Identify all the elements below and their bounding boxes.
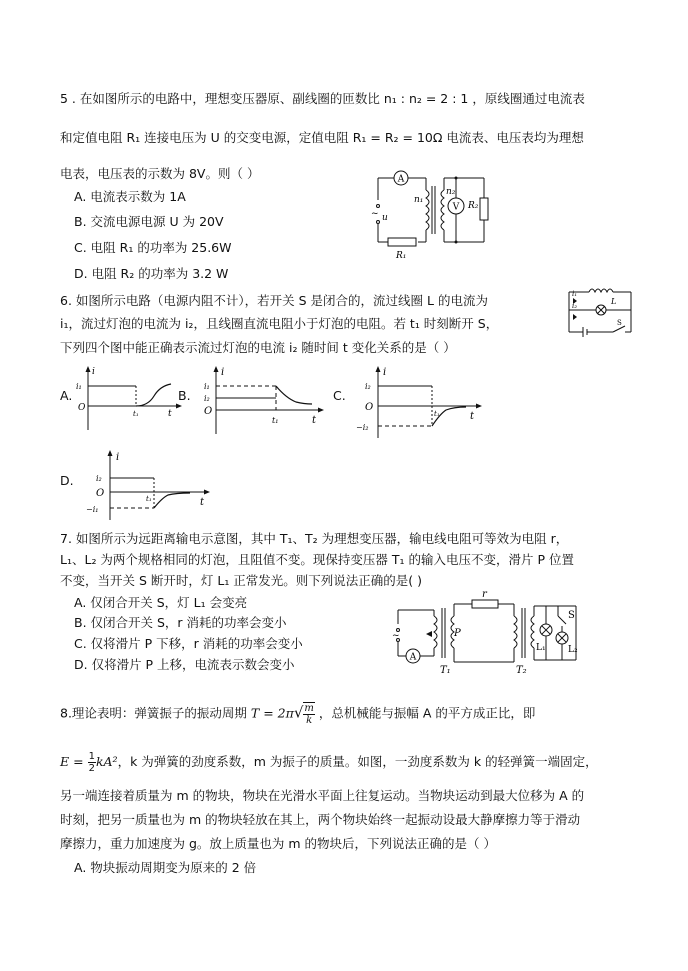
graph-a-t1-tick: t₁ — [133, 410, 139, 418]
energy-formula-lhs: E = — [60, 754, 84, 769]
q8-option-a: A. 物块振动周期变为原来的 2 倍 — [74, 860, 257, 875]
graph-c-i2-tick: i₂ — [365, 382, 371, 391]
period-numerator: m — [304, 703, 314, 714]
voltmeter-label: V — [452, 202, 460, 213]
q5-line-1: 5 . 在如图所示的电路中，理想变压器原、副线圈的匝数比 n₁ : n₂ = 2 : 1 ，原线圈通过电流表 — [60, 91, 585, 106]
graph-b-origin: O — [204, 406, 213, 417]
q8-definition-text: ，k 为弹簧的劲度系数，m 为振子的质量。如图，一劲度系数为 k 的轻弹簧一端固定， — [117, 754, 598, 769]
q8-line-3: 另一端连接着质量为 m 的物块，物块在光滑水平面上往复运动。当物块运动到最大位移为 A 的 — [60, 788, 585, 803]
ac-source-symbol: ~ — [371, 209, 379, 219]
graph-c — [354, 366, 484, 438]
q7-line-1: 7. 如图所示为远距离输电示意图，其中 T₁、T₂ 为理想变压器，输电线电阻可等效为电阻 r， — [60, 531, 569, 546]
t2-label: T₂ — [516, 665, 527, 676]
graph-d-y-axis: i — [116, 452, 120, 463]
r-label: r — [482, 589, 487, 600]
r1-label: R₁ — [396, 251, 407, 261]
graph-c-y-axis: i — [383, 367, 387, 378]
q7-switch-s-label: S — [568, 610, 575, 621]
n2-label: n₂ — [446, 187, 456, 197]
l2-label: L₂ — [568, 645, 578, 655]
r2-label: R₂ — [468, 201, 479, 211]
q6-coil-bulb-circuit-figure — [565, 284, 635, 340]
graph-d-i2-tick: i₂ — [96, 474, 102, 483]
q8-energy-intro-text: ，总机械能与振幅 A 的平方成正比，即 — [318, 705, 536, 721]
i1-label: i₁ — [572, 290, 578, 298]
graph-c-label: C. — [333, 388, 346, 403]
graph-d — [84, 450, 214, 520]
q7-ac-source-symbol: ~ — [392, 631, 400, 641]
slider-p-label: P — [454, 628, 461, 639]
period-formula-lhs: T = 2π — [250, 705, 294, 721]
graph-c-origin: O — [365, 402, 374, 413]
q5-line-2: 和定值电阻 R₁ 连接电压为 U 的交变电源，定值电阻 R₁ = R₂ = 10Ω 电流表、电压表均为理想 — [60, 130, 584, 145]
graph-b-y-axis: i — [221, 367, 225, 378]
q6-line-2: i₁，流过灯泡的电流为 i₂，且线圈直流电阻小于灯泡的电阻。若 t₁ 时刻断开 S， — [60, 316, 499, 331]
q8-line-1 — [60, 702, 535, 726]
energy-denominator: 2 — [88, 763, 95, 774]
q5-transformer-circuit-figure — [368, 170, 498, 270]
graph-a-origin: O — [78, 403, 86, 413]
q7-power-transmission-figure — [386, 589, 586, 676]
graph-c-x-axis: t — [470, 411, 475, 422]
i2-label: i₂ — [572, 302, 578, 310]
switch-s-label: S — [617, 319, 622, 327]
graph-a-i1-tick: i₁ — [76, 382, 82, 391]
graph-d-neg-i1-tick: −i₁ — [86, 505, 99, 514]
energy-numerator: 1 — [88, 751, 95, 762]
graph-a-x-axis: t — [168, 409, 172, 419]
q5-option-b: B. 交流电源电源 U 为 20V — [74, 214, 224, 229]
q5-option-a: A. 电流表示数为 1A — [74, 189, 186, 204]
q5-line-3: 电表，电压表的示数为 8V。则（ ） — [60, 166, 260, 181]
coil-l-label: L — [611, 297, 617, 306]
q7-ammeter-label: A — [409, 652, 417, 663]
q5-option-d: D. 电阻 R₂ 的功率为 3.2 W — [74, 266, 229, 281]
q7-option-b: B. 仅闭合开关 S，r 消耗的功率会变小 — [74, 615, 287, 630]
graph-b-t1-tick: t₁ — [272, 416, 279, 425]
energy-formula-rhs: kA² — [95, 754, 118, 769]
n1-label: n₁ — [414, 195, 424, 205]
graph-b — [196, 366, 326, 436]
q8-line-5: 摩擦力，重力加速度为 g。放上质量也为 m 的物块后，下列说法正确的是（ ） — [60, 836, 497, 851]
t1-label: T₁ — [440, 665, 451, 676]
graph-c-t1-tick: t₁ — [434, 410, 440, 418]
graph-d-label: D. — [60, 473, 74, 488]
q8-intro-text: 8.理论表明：弹簧振子的振动周期 — [60, 705, 247, 721]
graph-c-neg-i2-tick: −i₂ — [356, 423, 369, 432]
graph-a-y-axis: i — [92, 367, 95, 377]
q8-line-4: 时刻，把另一质量也为 m 的物块轻放在其上，两个物块始终一起振动设最大静摩擦力等于滑动 — [60, 812, 581, 827]
u-label: u — [382, 213, 388, 223]
q7-option-d: D. 仅将滑片 P 上移，电流表示数会变小 — [74, 657, 295, 672]
energy-fraction — [88, 751, 96, 774]
q5-option-c: C. 电阻 R₁ 的功率为 25.6W — [74, 240, 232, 255]
period-fraction — [303, 702, 314, 726]
q8-line-2 — [60, 751, 598, 774]
period-denominator: k — [306, 715, 313, 726]
q7-option-a: A. 仅闭合开关 S，灯 L₁ 会变亮 — [74, 595, 248, 610]
q6-line-3: 下列四个图中能正确表示流过灯泡的电流 i₂ 随时间 t 变化关系的是（ ） — [60, 340, 456, 355]
q7-option-c: C. 仅将滑片 P 下移，r 消耗的功率会变小 — [74, 636, 303, 651]
graph-b-x-axis: t — [312, 415, 317, 426]
graph-b-label: B. — [178, 388, 191, 403]
graph-d-x-axis: t — [200, 497, 205, 508]
sqrt-icon: √ — [293, 703, 304, 722]
graph-a — [76, 366, 186, 432]
q7-line-2: L₁、L₂ 为两个规格相同的灯泡，且阻值不变。现保持变压器 T₁ 的输入电压不变，滑片 P 位置 — [60, 552, 575, 567]
graph-d-origin: O — [96, 488, 105, 499]
l1-label: L₁ — [536, 643, 546, 653]
graph-b-i1-tick: i₁ — [204, 382, 210, 391]
graph-b-i2-tick: i₂ — [204, 394, 210, 403]
ammeter-label: A — [397, 174, 405, 185]
graph-a-label: A. — [60, 388, 73, 403]
q6-line-1: 6. 如图所示电路（电源内阻不计），若开关 S 是闭合的，流过线圈 L 的电流为 — [60, 293, 488, 308]
graph-d-t1-tick: t₁ — [146, 495, 152, 503]
q7-line-3: 不变，当开关 S 断开时，灯 L₁ 正常发光。则下列说法正确的是( ) — [60, 573, 423, 588]
